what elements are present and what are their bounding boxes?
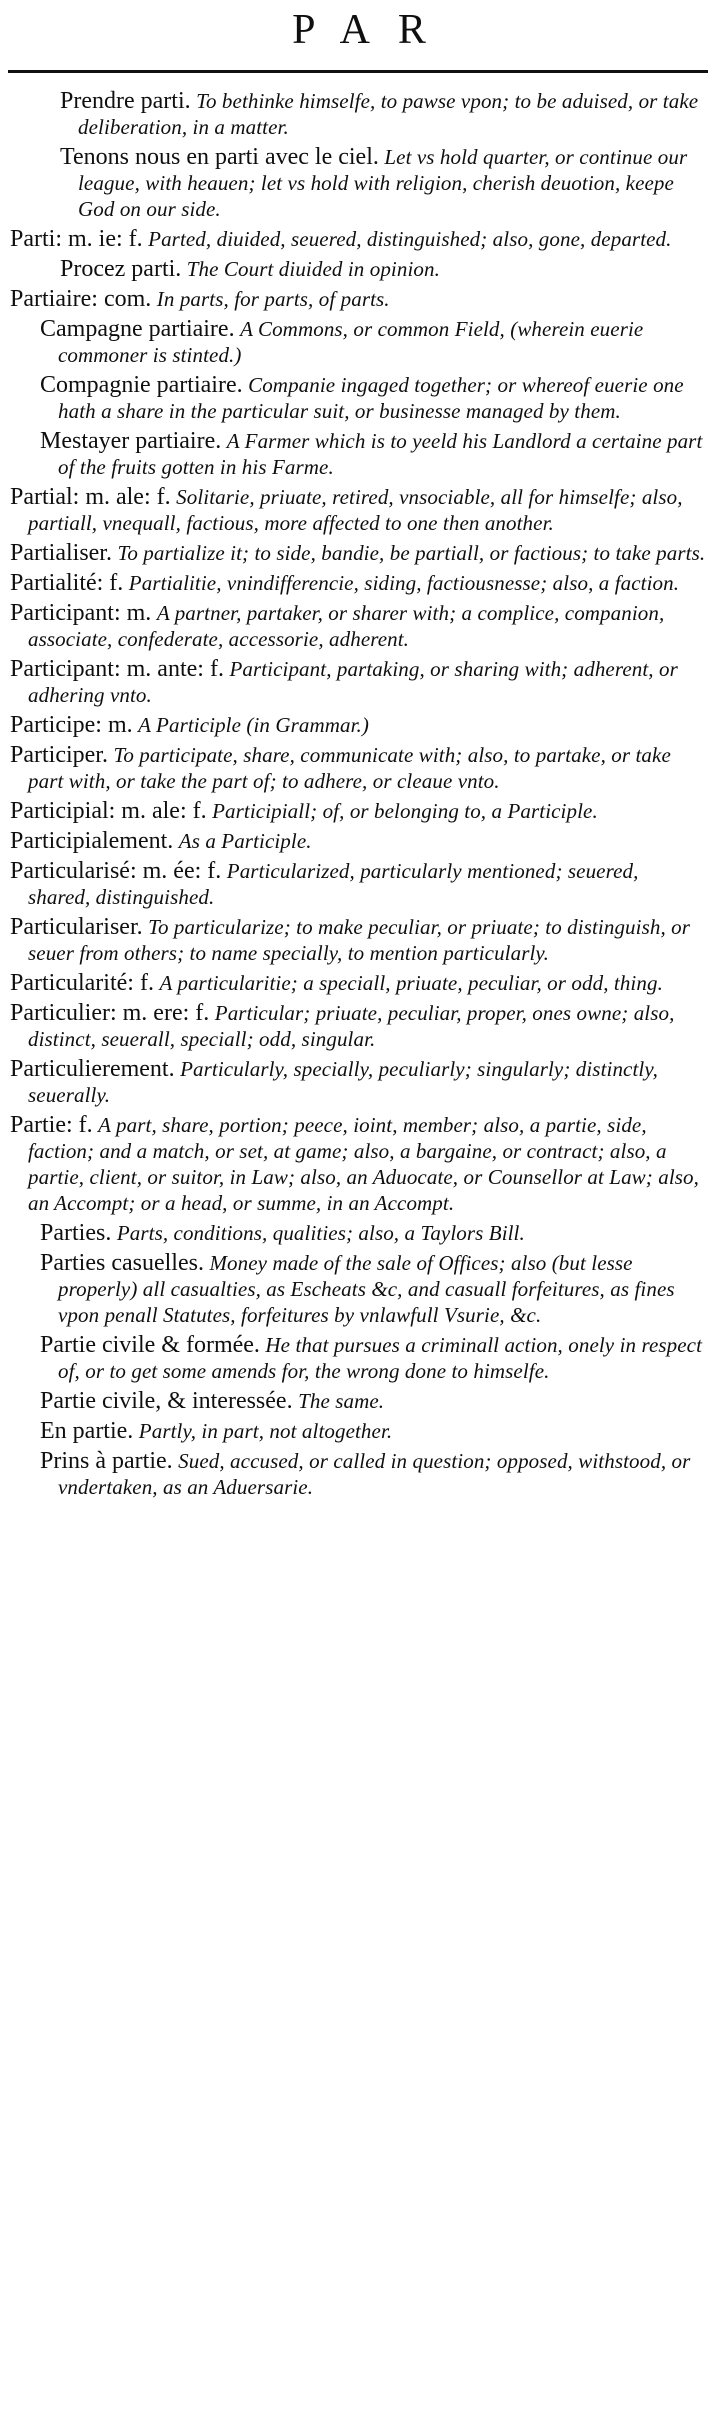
entry-headword: Mestayer partiaire. xyxy=(40,428,222,454)
header-rule xyxy=(8,70,708,73)
entry-headword: Participe: m. xyxy=(10,712,133,738)
dictionary-entry xyxy=(40,1418,706,1444)
entry-headword: Partial: m. ale: f. xyxy=(10,484,171,510)
dictionary-entry xyxy=(10,828,706,854)
dictionary-entry xyxy=(40,1250,706,1328)
entries-column xyxy=(10,88,706,1504)
dictionary-entry xyxy=(60,88,706,140)
entry-headword: Partie: f. xyxy=(10,1112,93,1138)
running-head: PAR xyxy=(292,7,454,53)
dictionary-entry xyxy=(10,570,706,596)
entry-headword: Procez parti. xyxy=(60,256,182,282)
dictionary-entry xyxy=(40,316,706,368)
dictionary-entry xyxy=(10,484,706,536)
entry-definition: A Commons, or common Field, (wherein euerie commoner is stinted.) xyxy=(58,317,644,367)
dictionary-entry xyxy=(10,1112,706,1216)
entry-definition: A part, share, portion; peece, ioint, member; also, a partie, side, faction; and a match, or set, at game; also, a bargaine, or contract; also, a partie, client, or suitor, in Law; also, an Aduocate, or Counsellor at Law; also, an Accompt; or a head, or summe, in an Accompt. xyxy=(28,1113,699,1215)
dictionary-entry xyxy=(10,286,706,312)
entry-headword: Partialiser. xyxy=(10,540,112,566)
entry-headword: Compagnie partiaire. xyxy=(40,372,243,398)
dictionary-entry xyxy=(10,970,706,996)
entry-definition: The same. xyxy=(298,1389,385,1413)
entry-definition: To particularize; to make peculiar, or priuate; to distinguish, or seuer from others; to name specially, to mention particularly. xyxy=(28,915,691,965)
entry-headword: Prendre parti. xyxy=(60,88,191,114)
entry-headword: Partie civile, & interessée. xyxy=(40,1388,293,1414)
entry-definition: Participiall; of, or belonging to, a Participle. xyxy=(212,799,598,823)
entry-definition: A Farmer which is to yeeld his Landlord a certaine part of the fruits gotten in his Farme. xyxy=(58,429,703,479)
dictionary-entry xyxy=(10,858,706,910)
dictionary-entry xyxy=(40,1332,706,1384)
entry-headword: Parties casuelles. xyxy=(40,1250,204,1276)
entry-definition: A partner, partaker, or sharer with; a complice, companion, associate, confederate, accessorie, adherent. xyxy=(28,601,665,651)
dictionary-entry xyxy=(40,372,706,424)
entry-headword: Prins à partie. xyxy=(40,1448,173,1474)
entry-headword: Tenons nous en parti avec le ciel. xyxy=(60,144,379,170)
dictionary-entry xyxy=(10,914,706,966)
entry-definition: To partialize it; to side, bandie, be partiall, or factious; to take parts. xyxy=(117,541,706,565)
dictionary-entry xyxy=(10,656,706,708)
entry-definition: Money made of the sale of Offices; also (but lesse properly) all casualties, as Escheats &c, and casuall forfeitures, as fines vpon penall Statutes, forfeitures by vnlawfull Vsurie, &c. xyxy=(58,1251,675,1327)
entry-headword: Participant: m. xyxy=(10,600,152,626)
entry-definition: Partly, in part, not altogether. xyxy=(138,1419,393,1443)
entry-headword: Participial: m. ale: f. xyxy=(10,798,207,824)
entry-definition: Particularized, particularly mentioned; seuered, shared, distinguished. xyxy=(28,859,639,909)
entry-definition: Solitarie, priuate, retired, vnsociable, all for himselfe; also, partiall, vnequall, factious, more affected to one then another. xyxy=(28,485,683,535)
dictionary-entry xyxy=(10,600,706,652)
dictionary-entry xyxy=(60,144,706,222)
entry-headword: Participer. xyxy=(10,742,108,768)
dictionary-entry xyxy=(40,428,706,480)
entry-definition: To bethinke himselfe, to pawse vpon; to be aduised, or take deliberation, in a matter. xyxy=(78,89,699,139)
dictionary-entry xyxy=(40,1448,706,1500)
entry-definition: A Participle (in Grammar.) xyxy=(138,713,370,737)
dictionary-entry xyxy=(40,1388,706,1414)
entry-headword: En partie. xyxy=(40,1418,134,1444)
entry-definition: Participant, partaking, or sharing with; adherent, or adhering vnto. xyxy=(28,657,678,707)
entry-headword: Particulier: m. ere: f. xyxy=(10,1000,210,1026)
dictionary-entry xyxy=(10,1000,706,1052)
entry-headword: Particularisé: m. ée: f. xyxy=(10,858,222,884)
entry-definition: Parted, diuided, seuered, distinguished; also, gone, departed. xyxy=(148,227,672,251)
dictionary-entry xyxy=(10,1056,706,1108)
dictionary-entry xyxy=(40,1220,706,1246)
entry-definition: Sued, accused, or called in question; opposed, withstood, or vndertaken, as an Aduersarie. xyxy=(58,1449,691,1499)
dictionary-entry xyxy=(10,742,706,794)
entry-headword: Particulierement. xyxy=(10,1056,175,1082)
entry-headword: Particularité: f. xyxy=(10,970,154,996)
entry-headword: Partialité: f. xyxy=(10,570,124,596)
dictionary-entry xyxy=(10,226,706,252)
dictionary-entry xyxy=(60,256,706,282)
dictionary-entry xyxy=(10,540,706,566)
entry-definition: To participate, share, communicate with; also, to partake, or take part with, or take the part of; to adhere, or cleaue vnto. xyxy=(28,743,671,793)
entry-definition: As a Participle. xyxy=(178,829,312,853)
entry-headword: Partie civile & formée. xyxy=(40,1332,260,1358)
entry-definition: He that pursues a criminall action, onely in respect of, or to get some amends for, the wrong done to himselfe. xyxy=(58,1333,703,1383)
entry-headword: Partiaire: com. xyxy=(10,286,152,312)
entry-definition: Particularly, specially, peculiarly; singularly; distinctly, seuerally. xyxy=(28,1057,658,1107)
entry-headword: Campagne partiaire. xyxy=(40,316,235,342)
entry-definition: In parts, for parts, of parts. xyxy=(156,287,390,311)
entry-definition: Particular; priuate, peculiar, proper, ones owne; also, distinct, seuerall, speciall; odd, singular. xyxy=(28,1001,675,1051)
dictionary-entry xyxy=(10,712,706,738)
entry-definition: Companie ingaged together; or whereof euerie one hath a share in the particular suit, or businesse managed by them. xyxy=(58,373,684,423)
entry-definition: Let vs hold quarter, or continue our league, with heauen; let vs hold with religion, cherish deuotion, keepe God on our side. xyxy=(78,145,688,221)
entry-headword: Participialement. xyxy=(10,828,174,854)
entry-headword: Parties. xyxy=(40,1220,112,1246)
entry-definition: The Court diuided in opinion. xyxy=(186,257,440,281)
dictionary-entry xyxy=(10,798,706,824)
entry-headword: Parti: m. ie: f. xyxy=(10,226,143,252)
entry-definition: Partialitie, vnindifferencie, siding, factiousnesse; also, a faction. xyxy=(128,571,680,595)
entry-headword: Particulariser. xyxy=(10,914,143,940)
entry-definition: A particularitie; a speciall, priuate, peculiar, or odd, thing. xyxy=(159,971,663,995)
entry-definition: Parts, conditions, qualities; also, a Taylors Bill. xyxy=(116,1221,525,1245)
entry-headword: Participant: m. ante: f. xyxy=(10,656,224,682)
